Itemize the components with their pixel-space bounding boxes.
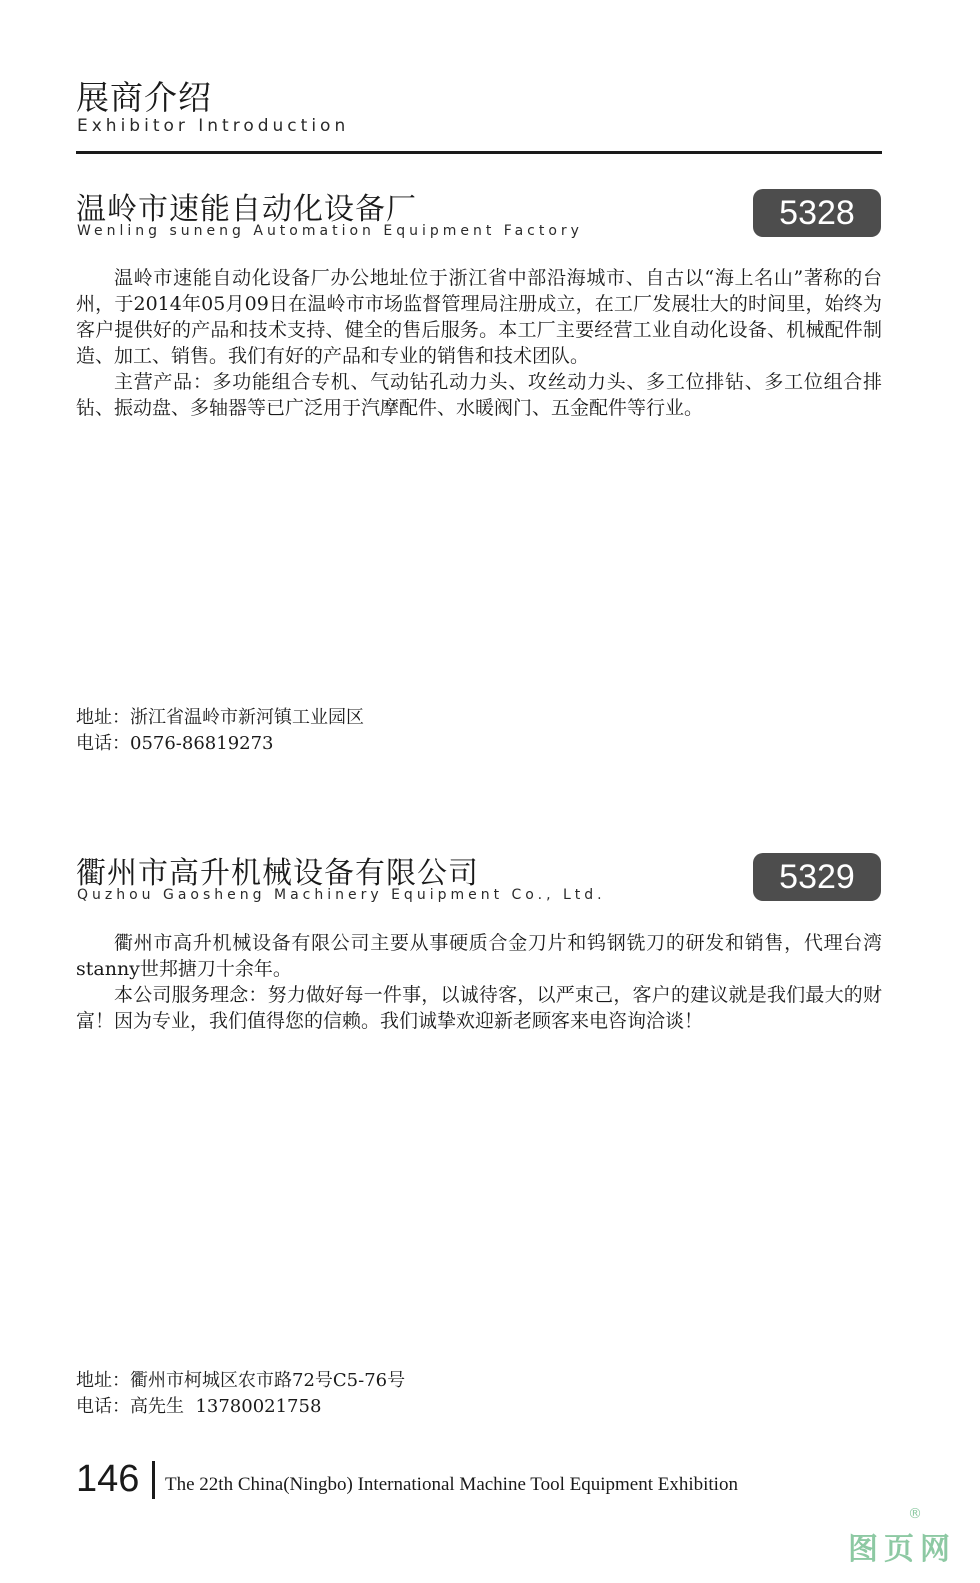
exhibitor-name: 衢州市高升机械设备有限公司 (76, 856, 479, 891)
footer-divider (152, 1461, 155, 1499)
description-paragraph: 温岭市速能自动化设备厂办公地址位于浙江省中部沿海城市、自古以“海上名山”著称的台州，于2014年05月09日在温岭市市场监督管理局注册成立，在工厂发展壮大的时间里，始终为客户提供好的产品和技术支持、健全的售后服务。本工厂主要经营工业自动化设备、机械配件制造、加工、销售。我们有好的产品和专业的销售和技术团队。 (76, 267, 882, 367)
description-paragraph: 主营产品：多功能组合专机、气动钻孔动力头、攻丝动力头、多工位排钻、多工位组合排钻、振动盘、多轴器等已广泛用于汽摩配件、水暖阀门、五金配件等行业。 (76, 371, 882, 419)
page-number: 146 (76, 1458, 140, 1500)
exhibitor-name-en: Wenling suneng Automation Equipment Factory (77, 223, 583, 239)
header-divider (76, 151, 882, 154)
registered-mark-icon: ® (908, 1506, 922, 1522)
description-paragraph: 衢州市高升机械设备有限公司主要从事硬质合金刀片和钨钢铣刀的研发和销售，代理台湾stanny世邦搪刀十余年。 (76, 932, 882, 980)
booth-number-badge: 5328 (753, 189, 881, 237)
section-subtitle: Exhibitor Introduction (77, 116, 350, 136)
exhibitor-phone: 电话：高先生 13780021758 (76, 1396, 322, 1417)
exhibitor-name-en: Quzhou Gaosheng Machinery Equipment Co., Ltd. (77, 887, 606, 903)
exhibitor-address: 地址：衢州市柯城区农市路72号C5-76号 (76, 1370, 406, 1391)
exhibitor-phone: 电话：0576-86819273 (76, 733, 274, 754)
description-paragraph: 本公司服务理念：努力做好每一件事，以诚待客，以严束己，客户的建议就是我们最大的财富！因为专业，我们值得您的信赖。我们诚挚欢迎新老顾客来电咨询洽谈！ (76, 984, 882, 1032)
exhibitor-contact (76, 1368, 405, 1420)
exhibitor-name: 温岭市速能自动化设备厂 (76, 192, 417, 227)
exhibitor-contact (76, 705, 364, 757)
watermark-logo: 图页网 (848, 1532, 956, 1567)
footer-exhibition-title: The 22th China(Ningbo) International Machine Tool Equipment Exhibition (165, 1474, 738, 1495)
exhibitor-description (76, 265, 882, 421)
exhibitor-address: 地址：浙江省温岭市新河镇工业园区 (76, 707, 364, 728)
exhibitor-description (76, 930, 882, 1034)
booth-number-badge: 5329 (753, 853, 881, 901)
section-title: 展商介绍 (76, 78, 212, 117)
